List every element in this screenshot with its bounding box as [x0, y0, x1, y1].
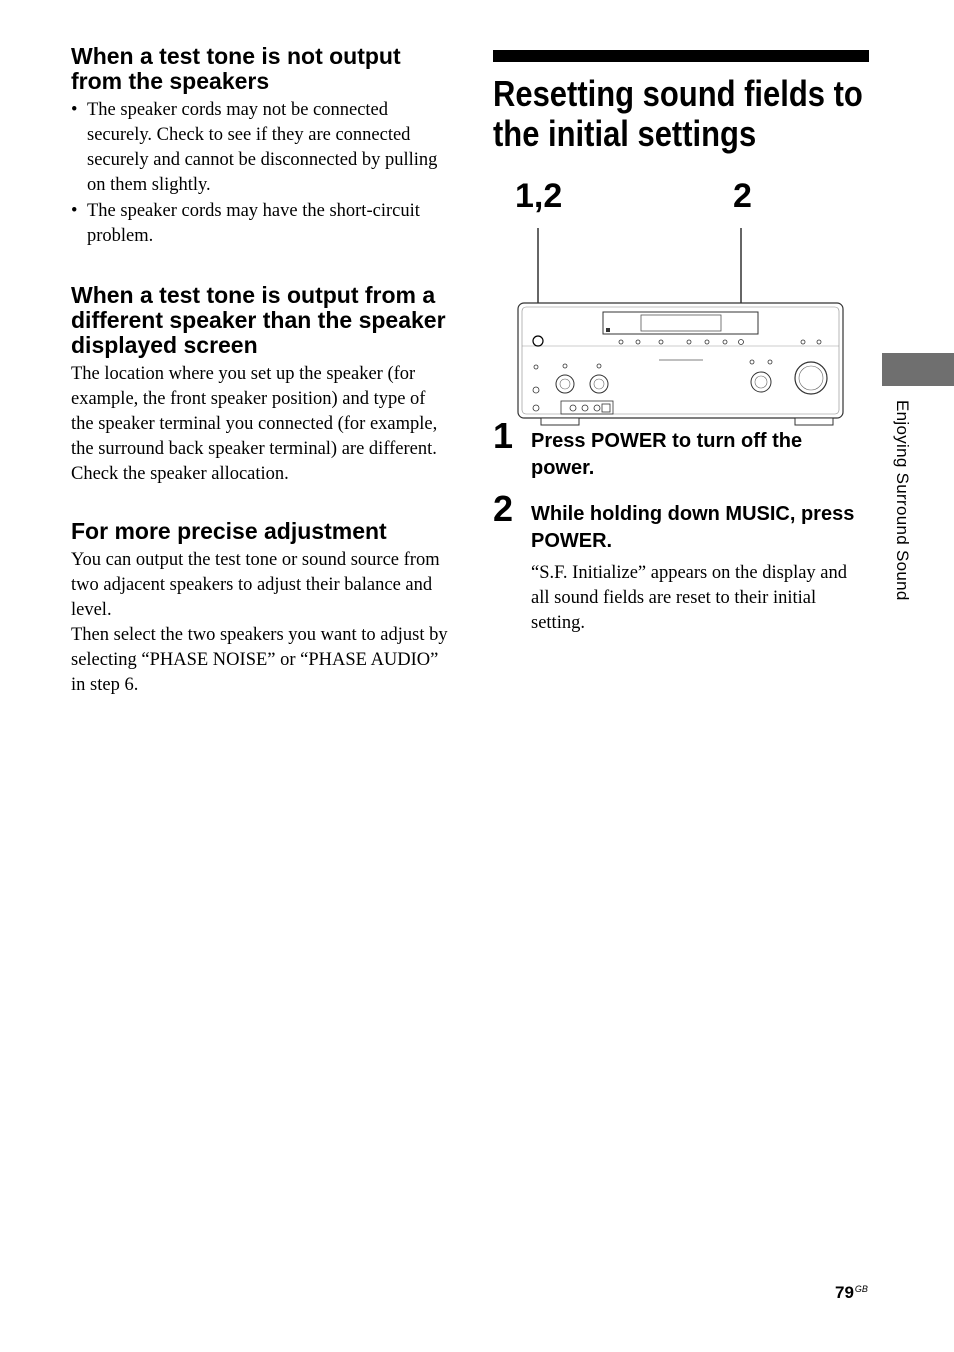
- receiver-illustration: [493, 178, 869, 408]
- heading-precise-adjustment: For more precise adjustment: [71, 518, 387, 544]
- step-instruction: While holding down MUSIC, press POWER.: [531, 503, 855, 552]
- step-instruction: Press POWER to turn off the power.: [531, 430, 803, 479]
- bullet-icon: •: [71, 100, 78, 120]
- bullet-icon: •: [71, 201, 78, 221]
- paragraph-precise-2: Then select the two speakers you want to adjust by selecting “PHASE NOISE” or “PHASE AUDIO” in step 6.: [71, 625, 448, 695]
- page-number-suffix: GB: [854, 1284, 868, 1294]
- bullet-text: The speaker cords may have the short-circuit problem.: [87, 201, 420, 246]
- heading-different-speaker: When a test tone is output from a different speaker than the speaker displayed screen: [71, 282, 446, 358]
- list-item: [71, 98, 451, 198]
- receiver-front-panel-icon: [493, 218, 869, 428]
- page-number: [835, 1283, 868, 1303]
- page-number-value: 79: [835, 1283, 854, 1302]
- page-title: Resetting sound fields to the initial settings: [493, 73, 863, 154]
- paragraph-precise-1: You can output the test tone or sound source from two adjacent speakers to adjust their balance and level.: [71, 550, 440, 620]
- step-number: 2: [493, 488, 514, 529]
- left-column: [71, 44, 451, 698]
- right-column: [493, 50, 869, 636]
- list-item: [71, 199, 451, 249]
- callout-left: 1,2: [515, 177, 563, 215]
- step-1: [493, 415, 869, 482]
- step-note: “S.F. Initialize” appears on the display and all sound fields are reset to their initial setting.: [531, 563, 848, 633]
- step-number: 1: [493, 415, 514, 456]
- title-rule: [493, 50, 869, 62]
- paragraph-different-speaker: The location where you set up the speaker (for example, the front speaker position) and type of the speaker terminal you connected (for example, the surround back speaker terminal) are different. Check the speaker allocation.: [71, 364, 438, 484]
- section-side-label: Enjoying Surround Sound: [893, 400, 912, 601]
- bullet-list-no-test-tone: [71, 98, 451, 249]
- bullet-text: The speaker cords may not be connected securely. Check to see if they are connected securely and cannot be disconnected by pulling on them slightly.: [87, 100, 438, 195]
- section-tab-marker: [882, 353, 954, 386]
- heading-no-test-tone: When a test tone is not output from the speakers: [71, 43, 401, 94]
- callout-right: 2: [733, 177, 752, 215]
- step-2: [493, 488, 869, 636]
